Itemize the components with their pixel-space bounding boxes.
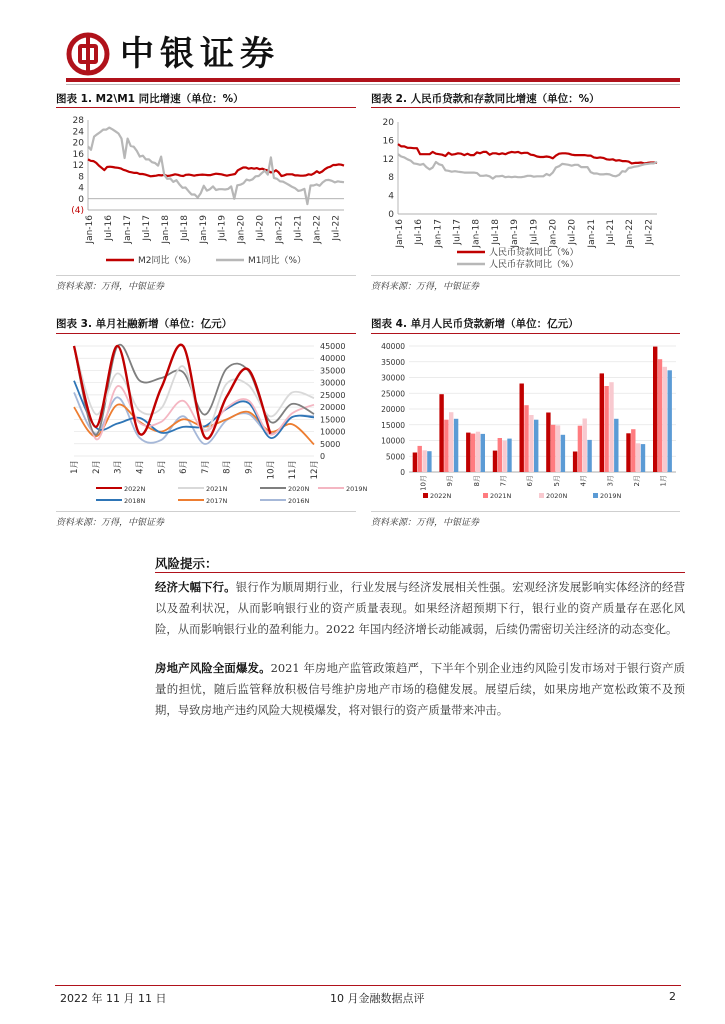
chart2-x-tick: Jul-16 (414, 219, 425, 245)
chart4-bar-2022N-5月 (546, 413, 550, 473)
chart1-y-tick: 16 (72, 149, 84, 160)
chart1-y-tick: 28 (72, 116, 84, 126)
chart3-x-tick: 6月 (179, 460, 190, 474)
risk-2-body: 2021 年房地产监管政策趋严，下半年个别企业违约风险引发市场对于银行资产质量的担忧，随后监管释放积极信号维护房地产市场的稳健发展。展望后续，如果房地产宽松政策不及预期，导致房地产违约风险大规模爆发，将对银行的资产质量带来冲击。 (155, 661, 685, 717)
chart2-y-tick: 16 (382, 136, 394, 147)
chart2-x-tick: Jul-21 (606, 219, 617, 245)
chart4-bar-2020N-6月 (529, 415, 533, 472)
chart2-x-tick: Jan-22 (625, 219, 636, 248)
chart2-x-tick: Jul-19 (529, 219, 540, 245)
chart4-bar-2021N-3月 (604, 386, 608, 472)
chart2-series-2-line (398, 154, 657, 178)
chart4-legend-swatch (593, 493, 598, 498)
chart1-series-1-line (88, 159, 344, 176)
chart2-x-tick: Jul-17 (452, 219, 463, 245)
chart4-x-tick: 4月 (579, 475, 588, 487)
chart3-y-tick: 25000 (320, 390, 346, 400)
chart3-x-tick: 9月 (244, 460, 255, 474)
chart1-legend-label: M1同比（%） (248, 256, 307, 266)
chart2-x-tick: Jul-18 (490, 219, 501, 245)
chart1-x-tick: Jan-19 (198, 215, 209, 244)
chart1-x-tick: Jul-18 (179, 215, 190, 241)
figure-1-source-rule (56, 275, 356, 276)
chart1-y-tick: 0 (78, 194, 84, 205)
chart3-x-tick: 3月 (113, 460, 124, 474)
chart4-legend-swatch (539, 493, 544, 498)
figure-3-rule (56, 333, 356, 334)
chart1-x-tick: Jan-22 (312, 215, 323, 244)
chart3-legend-label: 2017N (206, 497, 228, 505)
chart-loans-deposits (371, 112, 680, 272)
footer-rule (55, 985, 681, 986)
chart1-x-tick: Jan-17 (122, 215, 133, 244)
chart1-y-tick: 24 (72, 127, 84, 138)
chart4-bar-2020N-3月 (609, 382, 613, 472)
figure-2-title: 图表 2. 人民币贷款和存款同比增速（单位：%） (371, 93, 600, 105)
chart3-y-tick: 15000 (320, 415, 346, 425)
chart4-bar-2021N-6月 (524, 405, 528, 472)
figure-2-rule (371, 107, 680, 108)
figure-3-source: 资料来源：万得，中银证券 (56, 518, 165, 528)
figure-2-source-rule (371, 275, 680, 276)
chart3-x-tick: 2月 (91, 460, 102, 474)
chart1-legend-label: M2同比（%） (138, 256, 197, 266)
chart4-bar-2019N-3月 (614, 419, 618, 472)
chart4-legend-swatch (423, 493, 428, 498)
header-rule (66, 78, 680, 82)
figure-1-rule (56, 107, 356, 108)
chart2-x-tick: Jul-22 (644, 219, 655, 245)
chart2-y-tick: 0 (388, 210, 394, 220)
chart1-y-tick: 8 (78, 172, 84, 183)
figure-4-rule (371, 333, 680, 334)
figure-1-source: 资料来源：万得，中银证券 (56, 282, 165, 292)
chart1-y-tick: 12 (72, 161, 84, 171)
chart1-x-tick: Jul-20 (255, 215, 266, 241)
chart1-x-tick: Jul-17 (141, 215, 152, 241)
chart1-series-2-line (88, 128, 344, 205)
chart4-x-tick: 2月 (632, 475, 641, 487)
chart2-x-tick: Jan-19 (510, 219, 521, 248)
figure-4-source-rule (371, 511, 680, 512)
footer-date: 2022 年 11 月 11 日 (60, 992, 167, 1005)
chart2-legend-label: 人民币存款同比（%） (489, 260, 579, 270)
figure-1-title: 图表 1. M2\M1 同比增速（单位：%） (56, 93, 244, 105)
risk-2-lead: 房地产风险全面爆发。 (155, 661, 271, 675)
chart4-x-tick: 10月 (419, 475, 428, 491)
chart4-bar-2022N-2月 (626, 433, 630, 472)
chart2-legend-label: 人民币贷款同比（%） (489, 248, 579, 258)
risk-1-lead: 经济大幅下行。 (155, 580, 236, 594)
chart1-x-tick: Jan-20 (236, 215, 247, 244)
chart2-series-1-line (398, 144, 657, 163)
chart2-y-tick: 20 (382, 118, 394, 128)
chart3-y-tick: 30000 (320, 378, 346, 388)
chart3-x-tick: 5月 (157, 460, 168, 474)
chart-rmb-loans (371, 338, 680, 508)
chart4-y-tick: 5000 (385, 452, 405, 462)
chart1-y-tick: 20 (72, 138, 84, 149)
chart3-legend-label: 2022N (124, 485, 146, 493)
chart4-y-tick: 0 (400, 468, 405, 477)
chart4-bar-2021N-10月 (418, 446, 422, 472)
chart2-y-tick: 4 (388, 191, 394, 202)
chart3-x-tick: 8月 (222, 460, 233, 474)
chart2-y-tick: 8 (388, 173, 394, 184)
risk-paragraph-1 (155, 577, 685, 640)
chart1-x-tick: Jul-22 (331, 215, 342, 241)
figure-3-title: 图表 3. 单月社融新增（单位：亿元） (56, 318, 233, 330)
chart2-x-tick: Jan-21 (586, 219, 597, 248)
chart4-bar-2022N-1月 (653, 347, 657, 472)
chart2-x-tick: Jan-18 (471, 219, 482, 248)
chart3-legend-label: 2021N (206, 485, 228, 493)
chart1-x-tick: Jul-16 (103, 215, 114, 241)
chart4-bar-2019N-10月 (427, 451, 431, 472)
chart4-legend-label: 2022N (430, 492, 452, 500)
chart2-x-tick: Jan-17 (433, 219, 444, 248)
chart4-bar-2021N-2月 (631, 429, 635, 472)
chart4-x-tick: 3月 (606, 475, 615, 487)
chart4-bar-2022N-7月 (493, 451, 497, 472)
chart3-x-tick: 10月 (266, 460, 277, 480)
chart4-x-tick: 6月 (526, 475, 535, 487)
company-name: 中银证券 (120, 34, 280, 74)
chart4-bar-2022N-8月 (466, 433, 470, 472)
chart4-bar-2019N-2月 (641, 444, 645, 472)
chart1-y-tick: 4 (78, 183, 84, 194)
chart4-bar-2019N-6月 (534, 420, 538, 472)
risk-title: 风险提示： (155, 556, 218, 571)
chart4-bar-2021N-7月 (498, 438, 502, 472)
chart3-y-tick: 0 (320, 452, 326, 461)
chart3-x-tick: 11月 (288, 460, 299, 480)
chart2-x-tick: Jan-16 (395, 219, 405, 248)
chart4-legend-swatch (483, 493, 488, 498)
figure-4-title: 图表 4. 单月人民币贷款新增（单位：亿元） (371, 318, 579, 330)
chart4-x-tick: 8月 (472, 475, 481, 487)
chart1-x-tick: Jan-18 (160, 215, 171, 244)
chart4-y-tick: 10000 (381, 436, 405, 446)
chart3-x-tick: 1月 (70, 460, 80, 474)
chart3-y-tick: 35000 (320, 366, 346, 376)
chart-m2-m1 (56, 112, 356, 272)
chart3-legend-label: 2018N (124, 497, 146, 505)
chart4-bar-2019N-7月 (507, 439, 511, 472)
chart3-x-tick: 4月 (135, 460, 146, 474)
chart3-y-tick: 20000 (320, 403, 346, 413)
chart4-bar-2021N-1月 (658, 359, 662, 472)
chart4-bar-2020N-9月 (449, 412, 453, 472)
company-logo-icon (66, 32, 110, 76)
chart2-y-tick: 12 (382, 154, 394, 165)
figure-4-source: 资料来源：万得，中银证券 (371, 518, 480, 528)
chart4-bar-2020N-8月 (476, 432, 480, 472)
chart4-legend-label: 2021N (490, 492, 512, 500)
chart4-bar-2019N-8月 (481, 434, 485, 472)
chart4-legend-label: 2019N (600, 492, 622, 500)
chart3-y-tick: 40000 (320, 354, 346, 364)
chart3-y-tick: 45000 (320, 342, 346, 351)
footer-page-number: 2 (669, 990, 676, 1003)
chart4-y-tick: 40000 (381, 342, 405, 351)
risk-1-body: 银行作为顺周期行业，行业发展与经济发展相关性强。宏观经济发展影响实体经济的经营以及盈利状况，从而影响银行业的资产质量表现。如果经济超预期下行，银行业的资产质量存在恶化风险，从而影响银行业的盈利能力。2022 年国内经济增长动能减弱，后续仍需密切关注经济的动态变化。 (155, 580, 685, 636)
chart3-legend-label: 2019N (346, 485, 368, 493)
chart1-x-tick: Jul-19 (217, 215, 228, 241)
chart4-x-tick: 1月 (659, 475, 668, 487)
chart2-x-tick: Jan-20 (548, 219, 559, 248)
chart1-y-tick: (4) (71, 206, 84, 216)
chart1-x-tick: Jul-21 (293, 215, 304, 241)
chart2-x-tick: Jul-20 (567, 219, 578, 245)
header-rule-thin (66, 84, 680, 85)
chart3-legend-label: 2020N (288, 485, 310, 493)
chart4-bar-2020N-4月 (583, 419, 587, 473)
chart4-y-tick: 35000 (381, 357, 405, 367)
chart1-x-tick: Jan-21 (274, 215, 285, 244)
chart3-svg (56, 338, 368, 508)
chart4-bar-2021N-5月 (551, 425, 555, 472)
chart4-y-tick: 25000 (381, 389, 405, 399)
figure-3-source-rule (56, 511, 356, 512)
chart4-bar-2022N-4月 (573, 452, 577, 473)
chart3-x-tick: 7月 (200, 460, 211, 474)
chart4-y-tick: 20000 (381, 405, 405, 414)
chart3-y-tick: 10000 (320, 427, 346, 437)
chart4-bar-2022N-9月 (439, 394, 443, 472)
figure-2-source: 资料来源：万得，中银证券 (371, 282, 480, 292)
chart4-x-tick: 9月 (446, 475, 455, 487)
chart4-legend-label: 2020N (546, 492, 568, 500)
chart1-x-tick: Jan-16 (85, 215, 95, 244)
footer-doc-title: 10 月金融数据点评 (330, 992, 425, 1005)
chart4-bar-2021N-8月 (471, 434, 475, 472)
chart4-bar-2020N-5月 (556, 425, 560, 472)
risk-paragraph-2 (155, 658, 685, 721)
chart4-bar-2021N-4月 (578, 426, 582, 472)
chart4-x-tick: 7月 (499, 475, 508, 487)
chart3-x-tick: 12月 (310, 460, 320, 480)
chart4-bar-2021N-9月 (444, 420, 448, 472)
chart-social-financing (56, 338, 368, 508)
chart2-svg (371, 112, 680, 272)
chart4-bar-2019N-4月 (587, 440, 591, 472)
chart4-bar-2020N-1月 (663, 367, 667, 472)
chart1-svg (56, 112, 356, 272)
chart4-x-tick: 5月 (552, 475, 561, 487)
chart3-y-tick: 5000 (320, 439, 341, 449)
chart4-bar-2019N-9月 (454, 419, 458, 472)
chart4-bar-2020N-2月 (636, 443, 640, 472)
chart3-legend-label: 2016N (288, 497, 310, 505)
chart4-svg (371, 338, 680, 508)
chart4-bar-2020N-10月 (422, 450, 426, 472)
chart4-bar-2022N-10月 (413, 453, 417, 473)
risk-rule (155, 572, 685, 573)
chart4-bar-2022N-3月 (600, 373, 604, 472)
chart4-y-tick: 30000 (381, 373, 405, 383)
chart4-bar-2019N-5月 (561, 435, 565, 472)
chart4-bar-2020N-7月 (502, 441, 506, 472)
chart4-y-tick: 15000 (381, 420, 405, 430)
chart4-bar-2022N-6月 (520, 384, 524, 473)
chart4-bar-2019N-1月 (668, 370, 672, 472)
